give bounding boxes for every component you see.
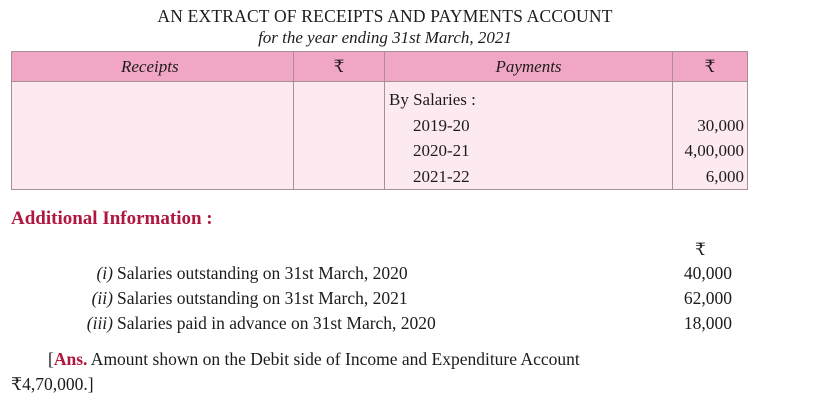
page-subtitle: for the year ending 31st March, 2021 — [258, 28, 512, 47]
item-number: (i) — [96, 263, 113, 283]
amount-rupee-symbol: ₹ — [695, 240, 706, 259]
list-item — [0, 288, 825, 313]
additional-info-list — [0, 263, 825, 338]
table-header-row — [12, 52, 748, 82]
payment-amount: 4,00,000 — [684, 141, 744, 160]
header-payments: Payments — [385, 52, 673, 82]
receipts-payments-table — [11, 51, 748, 190]
answer-line-1: Amount shown on the Debit side of Income and Expenditure Account — [87, 349, 580, 369]
payment-amount: 6,000 — [705, 166, 744, 186]
receipts-amount-cell — [294, 82, 385, 190]
payment-year: 2021-22 — [413, 166, 470, 186]
item-amount: 18,000 — [683, 313, 732, 333]
header-rupee-right: ₹ — [673, 52, 748, 82]
payment-year: 2020-21 — [413, 141, 470, 160]
header-rupee-left: ₹ — [294, 52, 385, 82]
item-text: Salaries outstanding on 31st March, 2020 — [117, 263, 408, 283]
answer-line-2: ₹4,70,000.] — [11, 374, 94, 394]
list-item — [0, 263, 825, 288]
item-amount: 40,000 — [683, 263, 732, 283]
additional-info-heading: Additional Information : — [11, 208, 213, 229]
page-title: AN EXTRACT OF RECEIPTS AND PAYMENTS ACCOUNT — [157, 6, 613, 26]
table-body-row — [12, 82, 748, 190]
payments-amount-cell — [673, 82, 748, 190]
item-number: (iii) — [86, 313, 113, 333]
item-number: (ii) — [91, 288, 113, 308]
header-receipts: Receipts — [12, 52, 294, 82]
receipts-cell — [12, 82, 294, 190]
payment-year: 2019-20 — [413, 115, 470, 135]
item-text: Salaries paid in advance on 31st March, 2020 — [117, 313, 436, 333]
item-amount: 62,000 — [683, 288, 732, 308]
payments-cell — [385, 82, 673, 190]
item-text: Salaries outstanding on 31st March, 2021 — [117, 288, 408, 308]
list-item — [0, 313, 825, 338]
payments-heading: By Salaries : — [389, 90, 476, 109]
answer-open-bracket: [ — [48, 349, 54, 369]
answer-block — [11, 347, 751, 397]
payment-amount: 30,000 — [697, 115, 744, 135]
answer-tag: Ans. — [53, 349, 88, 369]
